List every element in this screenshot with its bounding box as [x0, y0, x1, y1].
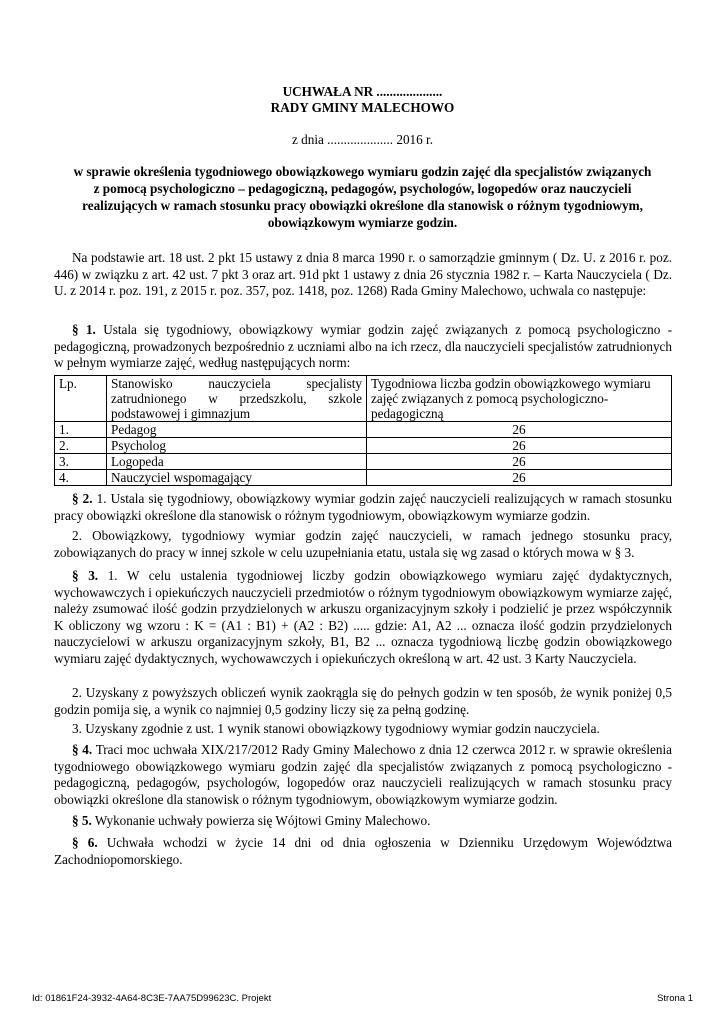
section-text: 3. Uzyskany zgodnie z ust. 1 wynik stanowi obowiązkowy tygodniowy wymiar godzin nauczyciela. [72, 721, 600, 736]
row-lp: 2. [55, 438, 107, 454]
section-mark: § 1. [72, 322, 96, 337]
section-1 [54, 322, 672, 372]
table-row [55, 470, 672, 486]
preamble [54, 250, 672, 300]
norms-table [54, 375, 672, 486]
resolution-date: z dnia .................... 2016 r. [291, 132, 434, 147]
header-hours: Tygodniowa liczba godzin obowiązkowego wymiaru zajęć związanych z pomocą psychologiczno-pedagogiczną [367, 376, 672, 422]
section-mark: § 6. [72, 835, 98, 850]
header-lp: Lp. [55, 376, 107, 422]
section-text: Ustala się tygodniowy, obowiązkowy wymiar godzin zajęć związanych z pomocą psychologiczno - pedagogiczną, prowadzonych bezpośrednio z uczniami albo na ich rzecz, dla nauczycieli specjalistów zatrudnionych w pełnym wymiarze zajęć, według następujących norm: [54, 322, 673, 371]
section-3-para-1 [54, 568, 672, 668]
section-text: 1. Ustala się tygodniowy, obowiązkowy wymiar godzin zajęć nauczycieli realizujących w ramach stosunku pracy obowiązki określone dla stanowisk o różnym tygodniowym, obowiązkowym wymiarze godzin. [54, 491, 672, 523]
section-4 [54, 742, 672, 808]
row-hours: 26 [367, 422, 672, 438]
section-text: 2. Obowiązkowy, tygodniowy wymiar godzin zajęć nauczycieli, w ramach jednego stosunku pracy, zobowiązanych do pracy w innej szkole w celu uzupełniania etatu, ustala się wg zasad o których mowa w § 3. [54, 528, 672, 560]
row-lp: 4. [55, 470, 107, 486]
section-3-para-3 [54, 721, 672, 738]
section-mark: § 2. [72, 491, 93, 506]
table-header-row [55, 376, 672, 422]
table-row [55, 438, 672, 454]
section-text: Wykonanie uchwały powierza się Wójtowi Gminy Malechowo. [94, 813, 431, 828]
subject-line: z pomocą psychologiczno – pedagogiczną, pedagogów, psychologów, logopedów oraz nauczycieli [93, 181, 632, 196]
subject-line: w sprawie określenia tygodniowego obowiązkowego wymiaru godzin zajęć dla specjalistów związanych [73, 164, 652, 179]
section-text: 1. W celu ustalenia tygodniowej liczby godzin obowiązkowego wymiaru zajęć dydaktycznych, wychowawczych i opiekuńczych nauczycieli przedmiotów o różnym tygodniowym obowiązkowym wymiarze zajęć, należy zsumować ilość godzin przydzielonych w arkuszu organizacyjnym szkoły i podzielić je przez współczynnik K obliczony wg wzoru : K = (A1 : B1) + (A2 : B2) ..... gdzie: A1, A2 ... oznacza ilość godzin przydzielonych nauczycielowi w arkuszu organizacyjnym szkoły, B1, B2 ... oznacza tygodniową liczbę godzin obowiązkowego wymiaru zajęć dydaktycznych, wychowawczych i opiekuńczych określoną w art. 42 ust. 3 Karty Nauczyciela. [54, 568, 673, 666]
table-row [55, 422, 672, 438]
row-position: Nauczyciel wspomagający [107, 470, 367, 486]
row-position: Pedagog [107, 422, 367, 438]
section-3-para-2 [54, 685, 672, 718]
table-row [55, 454, 672, 470]
section-2-para-1 [54, 491, 672, 524]
row-hours: 26 [367, 454, 672, 470]
subject-line: realizujących w ramach stosunku pracy obowiązki określone dla stanowisk o różnym tygodniowym, [82, 198, 643, 213]
council-name: RADY GMINY MALECHOWO [270, 100, 455, 115]
section-mark: § 3. [72, 568, 99, 583]
row-lp: 3. [55, 454, 107, 470]
section-text: Traci moc uchwała XIX/217/2012 Rady Gminy Malechowo z dnia 12 czerwca 2012 r. w sprawie określenia tygodniowego obowiązkowego wymiaru godzin zajęć dla specjalistów związanych z pomocą psychologiczno - pedagogiczną, pedagogów, psychologów, logopedów oraz nauczycieli realizujących w ramach stosunku pracy obowiązki określone dla stanowisk o różnym tygodniowym, obowiązkowym wymiarze godzin. [54, 742, 673, 807]
row-lp: 1. [55, 422, 107, 438]
header-position: Stanowisko nauczyciela specjalisty zatrudnionego w przedszkolu, szkole podstawowej i gimnazjum [107, 376, 367, 422]
preamble-text: Na podstawie art. 18 ust. 2 pkt 15 ustawy z dnia 8 marca 1990 r. o samorządzie gminnym ( Dz. U. z 2016 r. poz. 446) w związku z art. 42 ust. 7 pkt 3 oraz art. 91d pkt 1 ustawy z dnia 26 stycznia 1982 r. – Karta Nauczyciela ( Dz. U. z 2014 r. poz. 191, z 2015 r. poz. 357, poz. 1418, poz. 1268) Rada Gminy Malechowo, uchwala co następuje: [54, 250, 672, 299]
section-mark: § 4. [72, 742, 93, 757]
section-text: Uchwała wchodzi w życie 14 dni od dnia ogłoszenia w Dzienniku Urzędowym Województwa Zachodniopomorskiego. [54, 835, 673, 867]
row-position: Psycholog [107, 438, 367, 454]
page-number: Strona 1 [657, 993, 693, 1004]
section-6 [54, 835, 672, 868]
section-5 [54, 813, 672, 830]
section-text: 2. Uzyskany z powyższych obliczeń wynik zaokrągla się do pełnych godzin w ten sposób, że wynik poniżej 0,5 godzin pomija się, a wynik co najmniej 0,5 godziny liczy się za pełną godzinę. [54, 685, 672, 717]
resolution-number: UCHWAŁA NR .................... [282, 84, 443, 99]
row-position: Logopeda [107, 454, 367, 470]
row-hours: 26 [367, 438, 672, 454]
subject-line: obowiązkowym wymiarze godzin. [267, 215, 458, 230]
section-2-para-2 [54, 528, 672, 561]
section-mark: § 5. [72, 813, 92, 828]
document-id: Id: 01861F24-3932-4A64-8C3E-7AA75D99623C. Projekt [32, 993, 272, 1004]
row-hours: 26 [367, 470, 672, 486]
resolution-subject [60, 163, 665, 231]
